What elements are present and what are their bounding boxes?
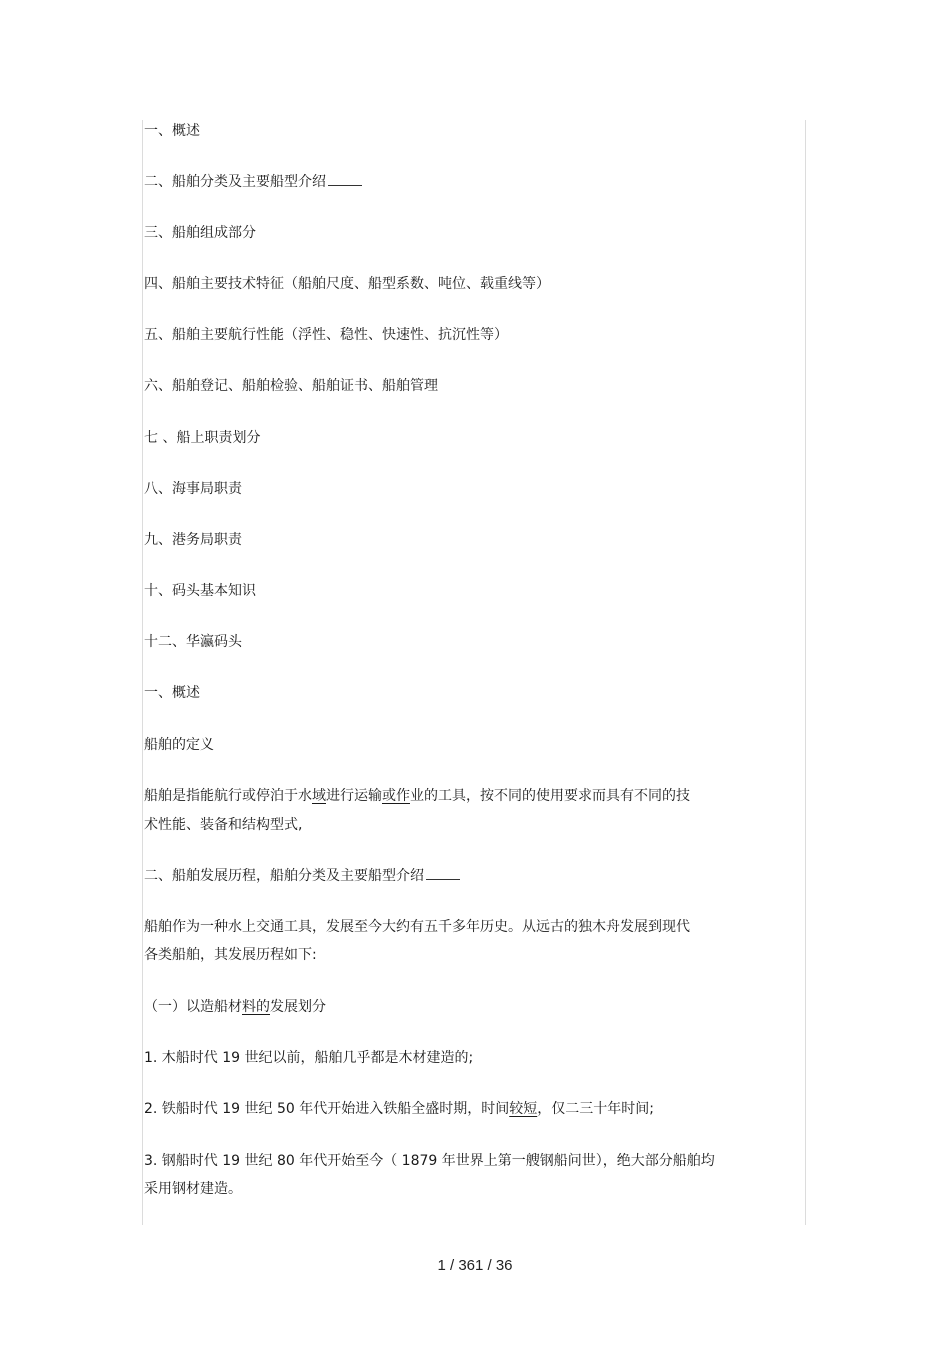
toc-item-4: 四、船舶主要技术特征（船舶尺度、船型系数、吨位、载重线等） — [144, 276, 550, 292]
section1-heading: 一、概述 — [144, 685, 200, 701]
page-left-border — [142, 120, 143, 1225]
page-number: 1 / 361 / 36 — [437, 1257, 513, 1274]
toc-item-7: 七 、船上职责划分 — [144, 430, 261, 446]
toc-item-2-text: 二、船舶分类及主要船型介绍 — [144, 174, 326, 190]
toc-item-5: 五、船舶主要航行性能（浮性、稳性、快速性、抗沉性等） — [144, 327, 508, 343]
list-item-3-line-2: 采用钢材建造。 — [144, 1181, 242, 1197]
list-item-2: 2. 铁船时代 19 世纪 50 年代开始进入铁船全盛时期，时间较短，仅二三十年时间; — [144, 1101, 654, 1117]
list-item-1: 1. 木船时代 19 世纪以前，船舶几乎都是木材建造的; — [144, 1050, 474, 1066]
definition-line-1: 船舶是指能航行或停泊于水域进行运输或作业的工具，按不同的使用要求而具有不同的技 — [144, 788, 690, 804]
fill-blank — [328, 173, 362, 186]
toc-item-2 — [144, 173, 362, 191]
list-item-3-line-1: 3. 钢船时代 19 世纪 80 年代开始至今（ 1879 年世界上第一艘钢船问世），绝大部分船舶均 — [144, 1153, 715, 1169]
subsection-heading: （一）以造船材料的发展划分 — [144, 999, 326, 1015]
toc-item-9: 九、港务局职责 — [144, 532, 242, 548]
fill-blank — [426, 867, 460, 880]
section1-subheading: 船舶的定义 — [144, 737, 214, 753]
definition-line-2: 术性能、装备和结构型式, — [144, 817, 303, 833]
page-right-border — [805, 120, 806, 1225]
toc-item-8: 八、海事局职责 — [144, 481, 242, 497]
toc-item-3: 三、船舶组成部分 — [144, 225, 256, 241]
toc-item-11: 十二、华瀛码头 — [144, 634, 242, 650]
section2-heading: 二、船舶发展历程，船舶分类及主要船型介绍 — [144, 867, 460, 885]
toc-item-6: 六、船舶登记、船舶检验、船舶证书、船舶管理 — [144, 378, 438, 394]
toc-item-10: 十、码头基本知识 — [144, 583, 256, 599]
toc-item-1: 一、概述 — [144, 123, 200, 139]
section2-intro-line-2: 各类船舶，其发展历程如下: — [144, 947, 317, 963]
section2-intro-line-1: 船舶作为一种水上交通工具，发展至今大约有五千多年历史。从远古的独木舟发展到现代 — [144, 919, 690, 935]
